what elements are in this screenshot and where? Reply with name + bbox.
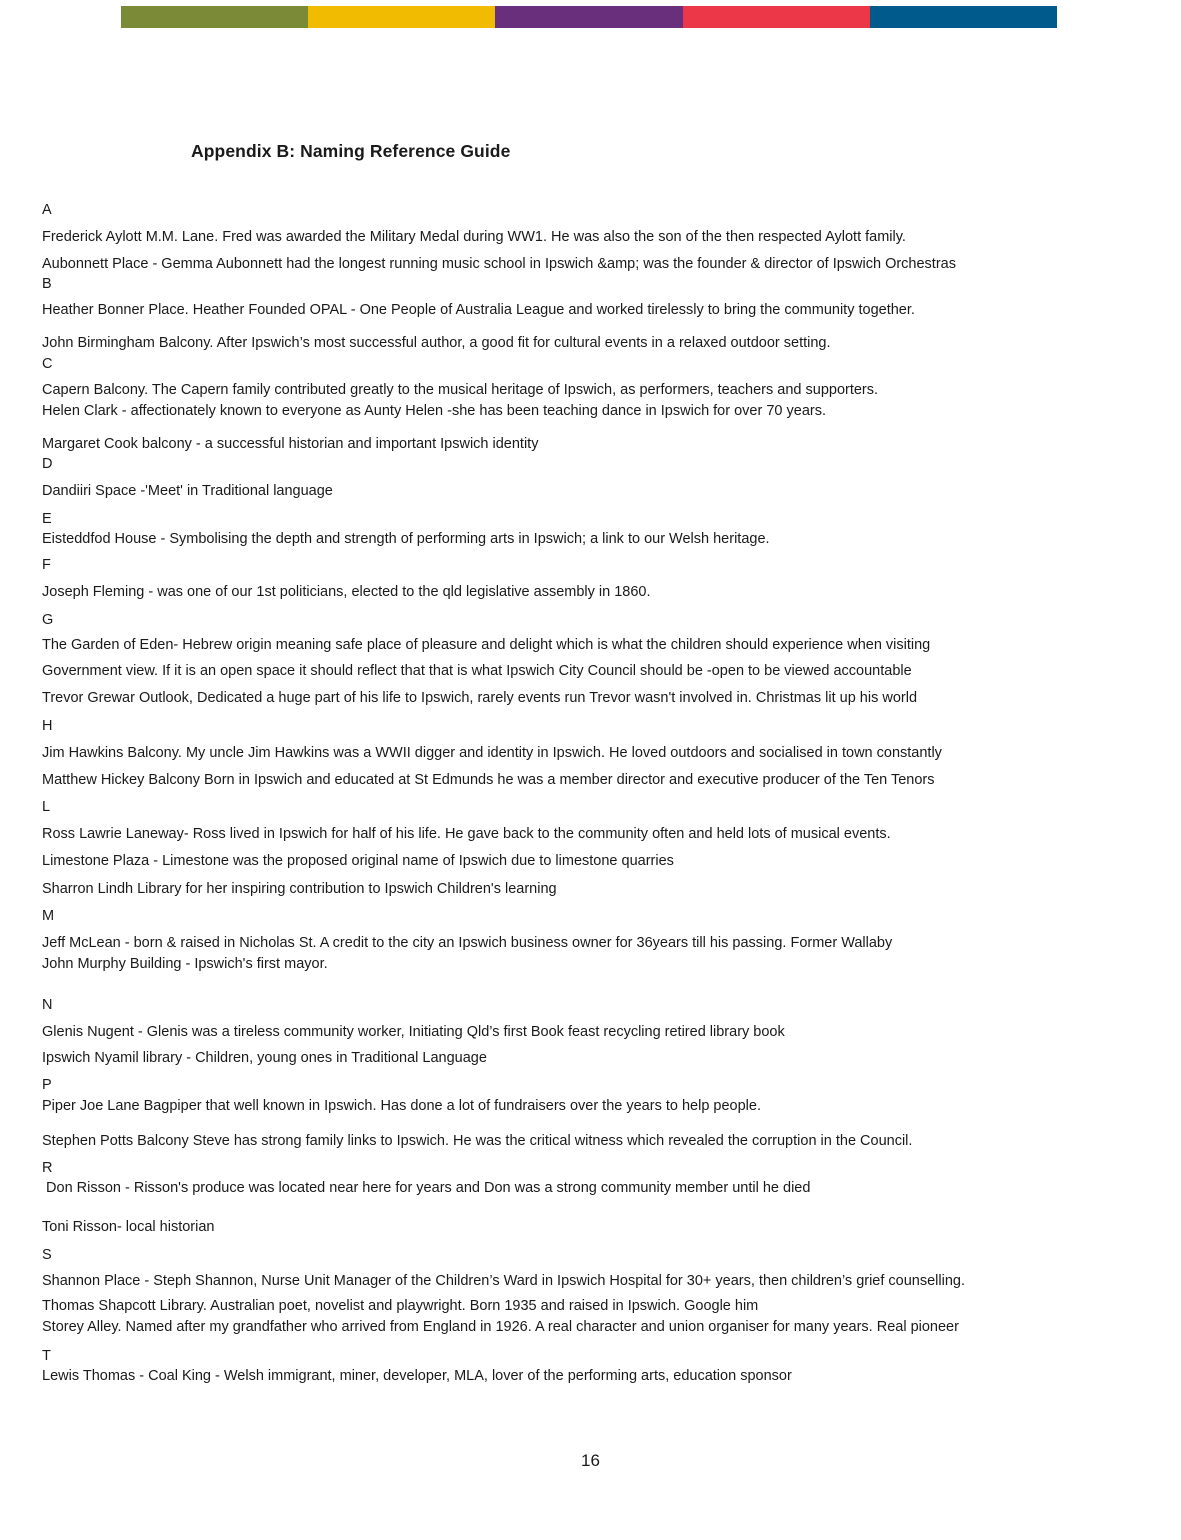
section-letter: G: [42, 612, 54, 628]
list-item: John Murphy Building - Ipswich's first mayor.: [42, 956, 328, 972]
list-item: Eisteddfod House - Symbolising the depth and strength of performing arts in Ipswich; a link to our Welsh heritage.: [42, 531, 770, 547]
list-item: Lewis Thomas - Coal King - Welsh immigrant, miner, developer, MLA, lover of the performing arts, education sponsor: [42, 1368, 792, 1384]
color-bar-segment: [495, 6, 682, 28]
list-item: Storey Alley. Named after my grandfather who arrived from England in 1926. A real character and union organiser for many years. Real pioneer: [42, 1319, 959, 1335]
section-letter: T: [42, 1348, 51, 1364]
list-item: Ross Lawrie Laneway- Ross lived in Ipswich for half of his life. He gave back to the community often and held lots of musical events.: [42, 826, 891, 842]
list-item: Jeff McLean - born & raised in Nicholas St. A credit to the city an Ipswich business owner for 36years till his passing. Former Wallaby: [42, 935, 893, 951]
section-letter: P: [42, 1077, 52, 1093]
list-item: Heather Bonner Place. Heather Founded OPAL - One People of Australia League and worked tirelessly to bring the community together.: [42, 302, 915, 318]
list-item: Jim Hawkins Balcony. My uncle Jim Hawkins was a WWII digger and identity in Ipswich. He loved outdoors and socialised in town constantly: [42, 745, 942, 761]
section-letter: S: [42, 1247, 52, 1263]
list-item: Aubonnett Place - Gemma Aubonnett had the longest running music school in Ipswich &amp; was the founder & director of Ipswich Orchestras: [42, 256, 956, 272]
section-letter: B: [42, 276, 52, 292]
page-title: Appendix B: Naming Reference Guide: [191, 141, 511, 161]
list-item: Don Risson - Risson's produce was located near here for years and Don was a strong community member until he died: [42, 1180, 811, 1196]
section-letter: L: [42, 799, 51, 815]
color-bar-segment: [121, 6, 308, 28]
list-item: Ipswich Nyamil library - Children, young ones in Traditional Language: [42, 1050, 487, 1066]
section-letter: D: [42, 456, 53, 472]
list-item: Capern Balcony. The Capern family contributed greatly to the musical heritage of Ipswich, as performers, teachers and supporters.: [42, 382, 879, 398]
header-color-bar: [121, 6, 1057, 28]
list-item: Margaret Cook balcony - a successful historian and important Ipswich identity: [42, 436, 539, 452]
list-item: The Garden of Eden- Hebrew origin meaning safe place of pleasure and delight which is what the children should experience when visiting: [42, 637, 931, 653]
page-number: 16: [581, 1451, 600, 1470]
list-item: Limestone Plaza - Limestone was the proposed original name of Ipswich due to limestone quarries: [42, 853, 674, 869]
list-item: John Birmingham Balcony. After Ipswich’s most successful author, a good fit for cultural events in a relaxed outdoor setting.: [42, 335, 831, 351]
list-item: Thomas Shapcott Library. Australian poet, novelist and playwright. Born 1935 and raised in Ipswich. Google him: [42, 1298, 759, 1314]
list-item: Trevor Grewar Outlook, Dedicated a huge part of his life to Ipswich, rarely events run Trevor wasn't involved in. Christmas lit up his world: [42, 690, 918, 706]
section-letter: M: [42, 908, 55, 924]
section-letter: E: [42, 511, 52, 527]
list-item: Piper Joe Lane Bagpiper that well known in Ipswich. Has done a lot of fundraisers over the years to help people.: [42, 1098, 761, 1114]
list-item: Joseph Fleming - was one of our 1st politicians, elected to the qld legislative assembly in 1860.: [42, 584, 651, 600]
section-letter: R: [42, 1160, 53, 1176]
list-item: Helen Clark - affectionately known to everyone as Aunty Helen -she has been teaching dance in Ipswich for over 70 years.: [42, 403, 826, 419]
list-item: Frederick Aylott M.M. Lane. Fred was awarded the Military Medal during WW1. He was also the son of the then respected Aylott family.: [42, 229, 906, 245]
section-letter: F: [42, 557, 51, 573]
section-letter: H: [42, 718, 53, 734]
list-item: Dandiiri Space -'Meet' in Traditional language: [42, 483, 333, 499]
list-item: Government view. If it is an open space it should reflect that that is what Ipswich City Council should be -open to be viewed accountable: [42, 663, 912, 679]
section-letter: C: [42, 356, 53, 372]
list-item: Shannon Place - Steph Shannon, Nurse Unit Manager of the Children’s Ward in Ipswich Hospital for 30+ years, then children’s grief counselling.: [42, 1273, 966, 1289]
section-letter: A: [42, 202, 52, 218]
list-item: Toni Risson- local historian: [42, 1219, 215, 1235]
list-item: Matthew Hickey Balcony Born in Ipswich and educated at St Edmunds he was a member director and executive producer of the Ten Tenors: [42, 772, 935, 788]
color-bar-segment: [308, 6, 495, 28]
list-item: Glenis Nugent - Glenis was a tireless community worker, Initiating Qld’s first Book feast recycling retired library book: [42, 1024, 785, 1040]
list-item: Sharron Lindh Library for her inspiring contribution to Ipswich Children's learning: [42, 881, 557, 897]
color-bar-segment: [870, 6, 1057, 28]
section-letter: N: [42, 997, 53, 1013]
list-item: Stephen Potts Balcony Steve has strong family links to Ipswich. He was the critical witness which revealed the corruption in the Council.: [42, 1133, 913, 1149]
color-bar-segment: [683, 6, 870, 28]
